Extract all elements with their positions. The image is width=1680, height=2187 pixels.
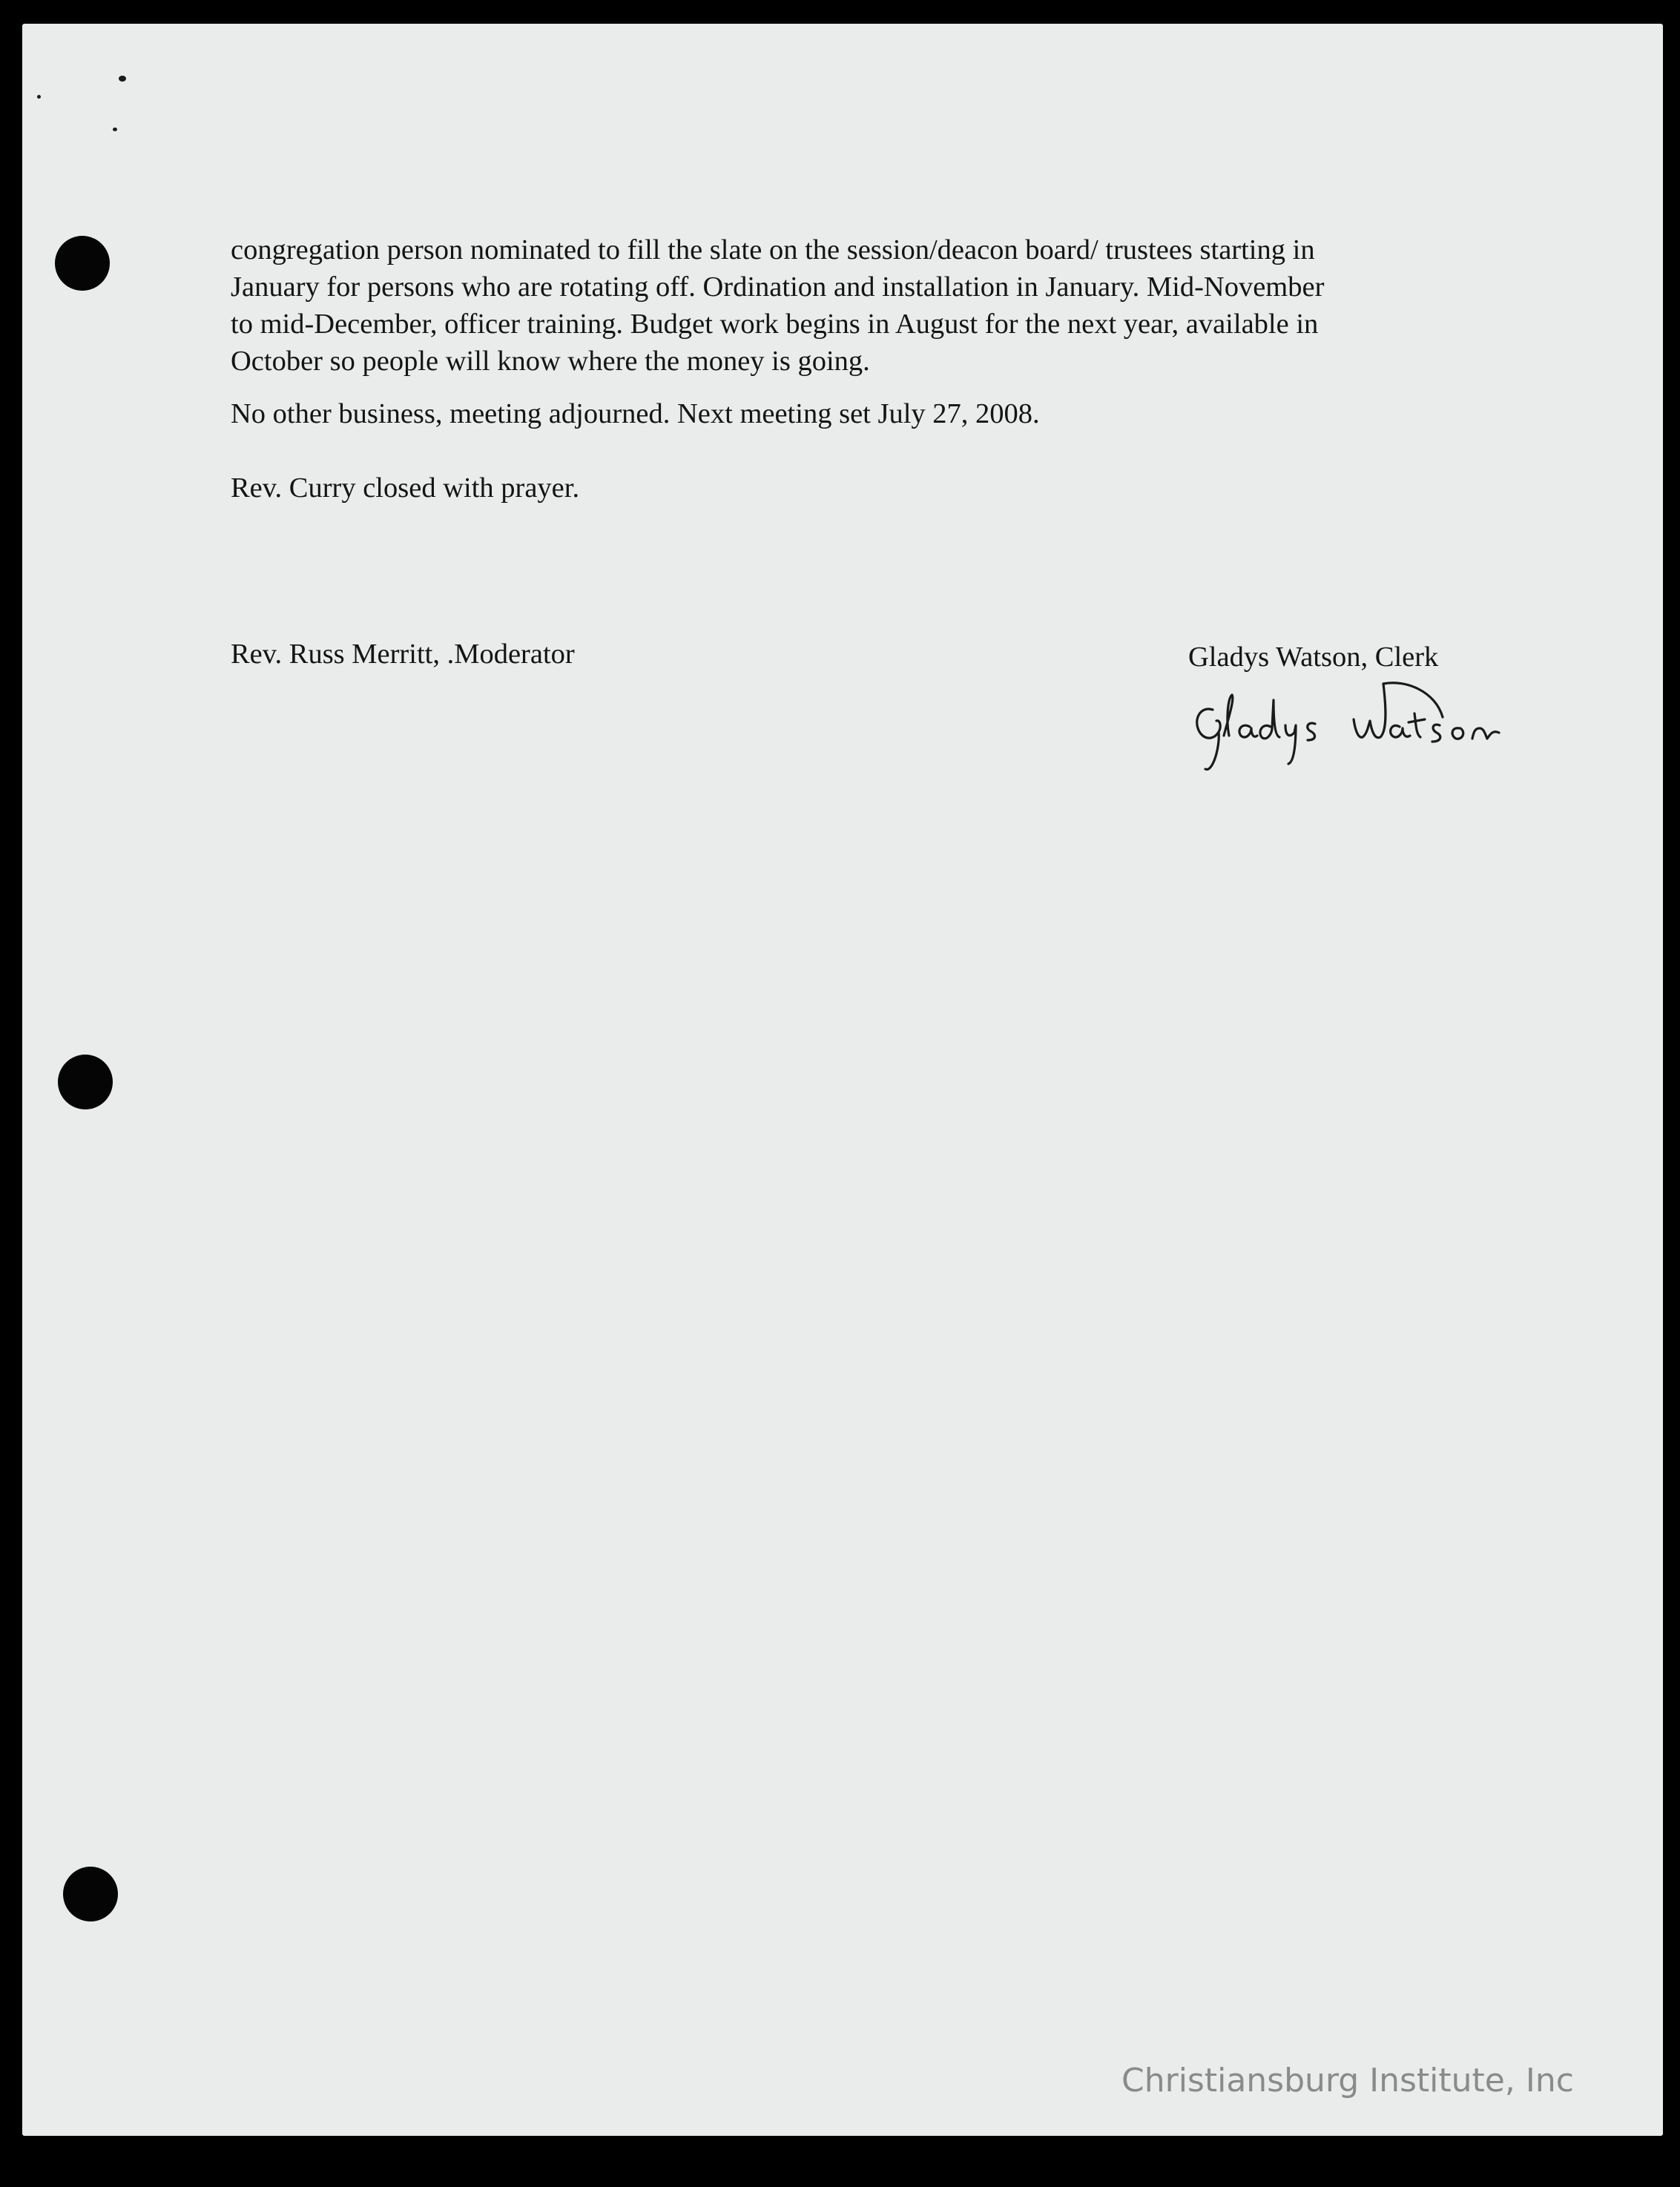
punch-hole-bottom <box>63 1867 118 1922</box>
paragraph-line: January for persons who are rotating off. Ordination and installation in January. Mid-November <box>231 271 1325 303</box>
paragraph-closing-prayer: Rev. Curry closed with prayer. <box>231 472 580 504</box>
moderator-signature-line: Rev. Russ Merritt, .Moderator <box>231 639 575 670</box>
paper-speck <box>113 128 117 131</box>
paper-speck <box>119 76 126 82</box>
punch-hole-top <box>55 236 110 291</box>
paragraph-line: October so people will know where the money is going. <box>231 346 870 377</box>
clerk-signature-line: Gladys Watson, Clerk <box>1188 641 1439 673</box>
paragraph-line: to mid-December, officer training. Budget work begins in August for the next year, available in <box>231 309 1319 340</box>
watermark: Christiansburg Institute, Inc <box>1121 2062 1574 2099</box>
paper-speck <box>37 95 41 99</box>
paragraph-adjournment: No other business, meeting adjourned. Next meeting set July 27, 2008. <box>231 398 1040 429</box>
punch-hole-middle <box>58 1055 113 1109</box>
paragraph-officer-process <box>231 231 1521 380</box>
clerk-handwritten-signature <box>1183 676 1539 788</box>
paragraph-line: congregation person nominated to fill the slate on the session/deacon board/ trustees starting in <box>231 234 1315 265</box>
document-page <box>22 24 1663 2136</box>
